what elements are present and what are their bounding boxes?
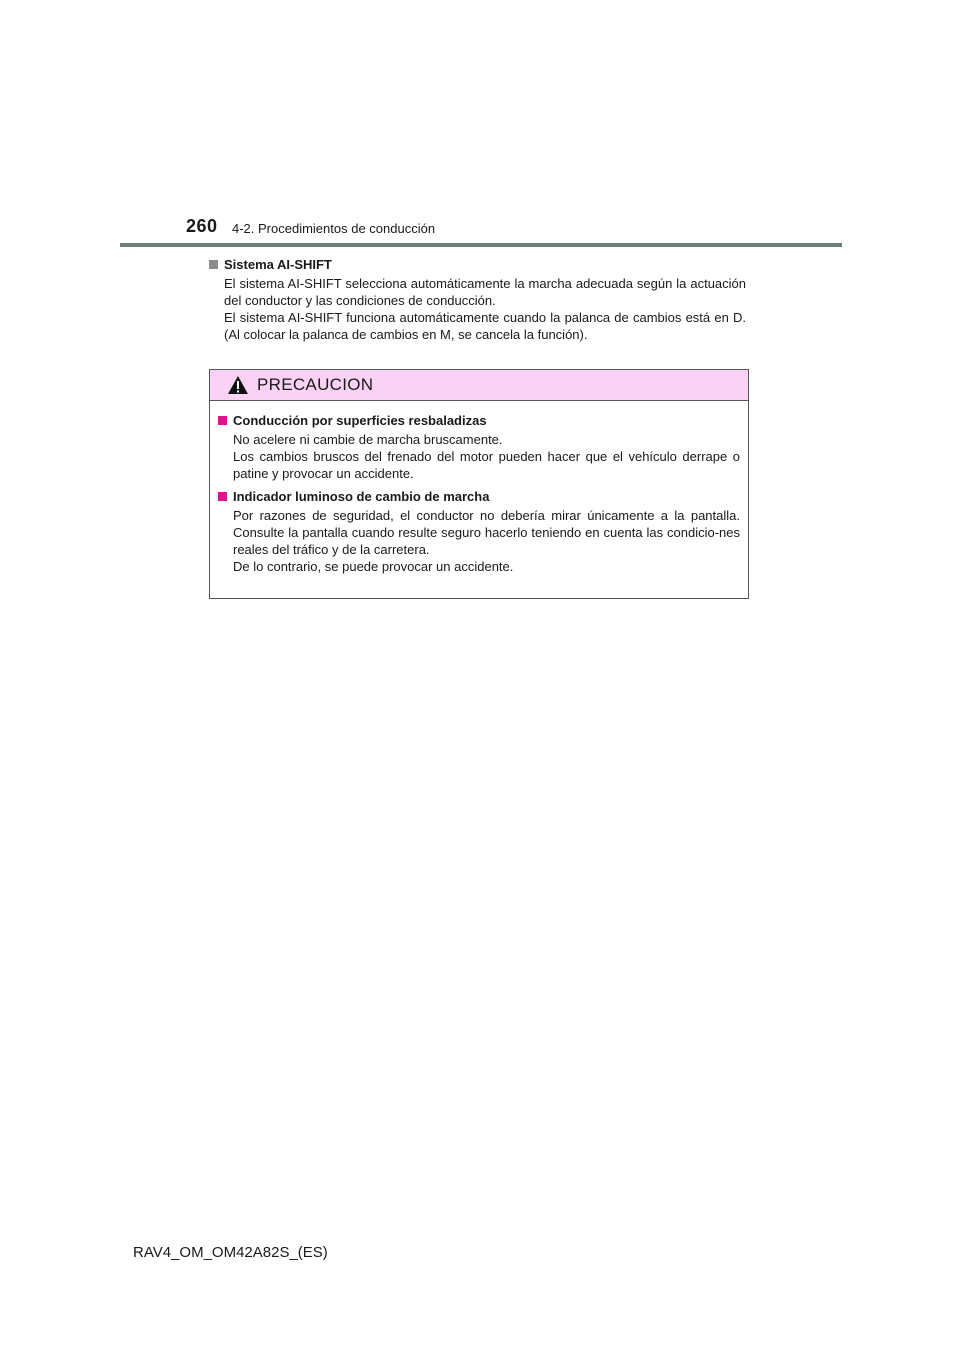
caution-item-heading-text: Indicador luminoso de cambio de marcha <box>233 489 490 504</box>
ai-shift-paragraph-1: El sistema AI-SHIFT selecciona automáticamente la marcha adecuada según la actuación del conductor y las condiciones de conducción. <box>224 276 746 308</box>
caution-item-heading-text: Conducción por superficies resbaladizas <box>233 413 487 428</box>
caution-header <box>210 370 748 401</box>
caution-item-body <box>233 507 740 575</box>
caution-item-body <box>233 431 740 482</box>
footer-document-code: RAV4_OM_OM42A82S_(ES) <box>133 1244 328 1261</box>
caution-title: PRECAUCION <box>257 375 374 394</box>
caution-box <box>209 369 749 599</box>
caution-item-paragraph: Por razones de seguridad, el conductor no debería mirar únicamente a la pantalla. Consulte la pantalla cuando resulte seguro hacerlo teniendo en cuenta las condicio-nes reales del tráfico y de la carretera. <box>233 508 740 557</box>
caution-item-slippery <box>218 412 740 482</box>
caution-item-paragraph: De lo contrario, se puede provocar un accidente. <box>233 559 514 574</box>
header-rule <box>120 243 842 247</box>
caution-item-shift-indicator <box>218 488 740 575</box>
caution-body <box>210 401 748 575</box>
square-bullet-icon <box>218 492 227 501</box>
ai-shift-heading-text: Sistema AI-SHIFT <box>224 257 332 272</box>
caution-item-heading <box>218 488 740 505</box>
square-bullet-icon <box>218 416 227 425</box>
ai-shift-heading <box>209 256 746 273</box>
caution-item-heading <box>218 412 740 429</box>
caution-item-paragraph: Los cambios bruscos del frenado del motor pueden hacer que el vehículo derrape o patine y provocar un accidente. <box>233 449 740 481</box>
ai-shift-body <box>224 275 746 343</box>
caution-item-paragraph: No acelere ni cambie de marcha bruscamente. <box>233 432 503 447</box>
warning-triangle-icon <box>227 375 249 395</box>
section-title: 4-2. Procedimientos de conducción <box>232 221 436 236</box>
ai-shift-paragraph-2: El sistema AI-SHIFT funciona automáticamente cuando la palanca de cambios está en D. (Al colocar la palanca de cambios en M, se cancela la función). <box>224 310 746 342</box>
square-bullet-icon <box>209 260 218 269</box>
page-number: 260 <box>186 216 218 236</box>
ai-shift-section <box>209 256 746 343</box>
